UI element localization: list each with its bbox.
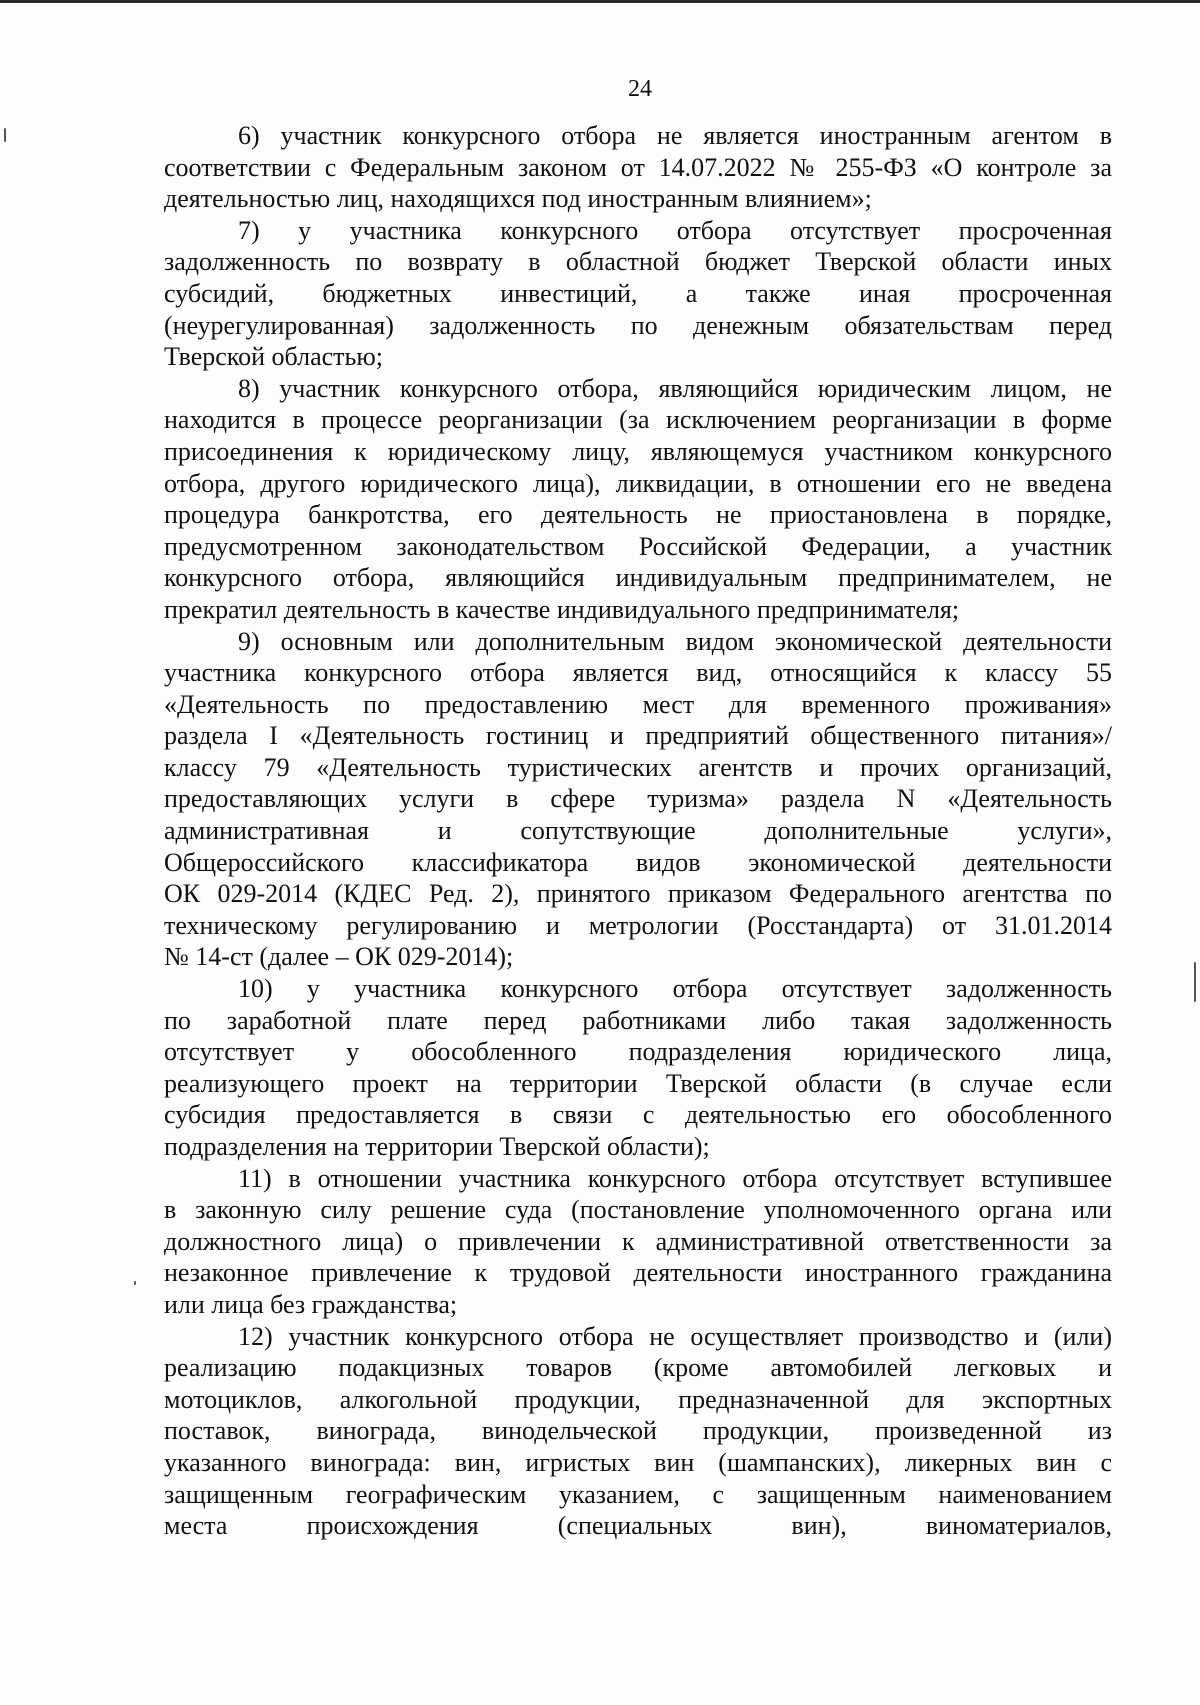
text-line: (неурегулированная) задолженность по денежным обязательствам перед (164, 310, 1112, 340)
text-line: по заработной плате перед работниками либо такая задолженность (164, 1005, 1112, 1035)
top-border-line (0, 0, 1200, 3)
text-line: должностного лица) о привлечении к административной ответственности за (164, 1226, 1112, 1256)
text-line: 11) в отношении участника конкурсного отбора отсутствует вступившее (238, 1163, 1112, 1193)
paragraph-p9 (164, 626, 1112, 974)
text-line: ОК 029-2014 (КДЕС Ред. 2), принятого приказом Федерального агентства по (164, 879, 1112, 909)
text-line: незаконное привлечение к трудовой деятельности иностранного гражданина (164, 1258, 1112, 1288)
text-line: 7) у участника конкурсного отбора отсутствует просроченная (238, 215, 1112, 245)
text-line: предоставляющих услуги в сфере туризма» раздела N «Деятельность (164, 784, 1112, 814)
text-line: субсидия предоставляется в связи с деятельностью его обособленного (164, 1100, 1112, 1130)
paragraph-p10 (164, 973, 1112, 1163)
text-line: 12) участник конкурсного отбора не осуществляет производство и (или) (238, 1321, 1112, 1351)
text-line: места происхождения (специальных вин), виноматериалов, (164, 1511, 1112, 1541)
paragraph-p6 (164, 120, 1112, 215)
paragraph-p7 (164, 215, 1112, 373)
text-line: присоединения к юридическому лицу, являющемуся участником конкурсного (164, 436, 1112, 466)
page-number: 24 (628, 76, 652, 102)
paragraph-p11 (164, 1163, 1112, 1321)
text-line: предусмотренном законодательством Российской Федерации, а участник (164, 531, 1112, 561)
text-line: или лица без гражданства; (164, 1289, 458, 1319)
text-line: 8) участник конкурсного отбора, являющийся юридическим лицом, не (238, 373, 1112, 403)
text-line: процедура банкротства, его деятельность не приостановлена в порядке, (164, 500, 1112, 530)
text-line: Тверской областью; (164, 342, 384, 372)
text-line: в законную силу решение суда (постановление уполномоченного органа или (164, 1195, 1112, 1225)
text-line: 10) у участника конкурсного отбора отсутствует задолженность (238, 974, 1112, 1004)
text-line: административная и сопутствующие дополнительные услуги», (164, 816, 1112, 846)
text-line: находится в процессе реорганизации (за исключением реорганизации в форме (164, 405, 1112, 435)
text-line: 9) основным или дополнительным видом экономической деятельности (238, 626, 1112, 656)
text-line: классу 79 «Деятельность туристических агентств и прочих организаций, (164, 752, 1112, 782)
text-line: техническому регулированию и метрологии (Росстандарта) от 31.01.2014 (164, 910, 1112, 940)
text-line: реализующего проект на территории Тверской области (в случае если (164, 1068, 1112, 1098)
text-line: отсутствует у обособленного подразделения юридического лица, (164, 1037, 1112, 1067)
text-line: раздела I «Деятельность гостиниц и предприятий общественного питания»/ (164, 721, 1112, 751)
scan-mark-right (1194, 962, 1196, 1002)
text-line: мотоциклов, алкогольной продукции, предназначенной для экспортных (164, 1384, 1112, 1414)
text-line: участника конкурсного отбора является вид, относящийся к классу 55 (164, 658, 1112, 688)
text-line: задолженность по возврату в областной бюджет Тверской области иных (164, 247, 1112, 277)
text-line: поставок, винограда, винодельческой продукции, произведенной из (164, 1416, 1112, 1446)
text-line: указанного винограда: вин, игристых вин (шампанских), ликерных вин с (164, 1447, 1112, 1477)
text-line: защищенным географическим указанием, с защищенным наименованием (164, 1479, 1112, 1509)
paragraph-p12 (164, 1321, 1112, 1542)
document-body (164, 120, 1112, 1542)
text-line: № 14-ст (далее – ОК 029-2014); (164, 942, 514, 972)
text-line: Общероссийского классификатора видов экономической деятельности (164, 847, 1112, 877)
text-line: соответствии с Федеральным законом от 14.07.2022 № 255-ФЗ «О контроле за (164, 152, 1112, 182)
text-line: подразделения на территории Тверской области); (164, 1132, 710, 1161)
text-line: отбора, другого юридического лица), ликвидации, в отношении его не введена (164, 468, 1112, 498)
scan-mark-margin (134, 1281, 136, 1285)
text-line: реализацию подакцизных товаров (кроме автомобилей легковых и (164, 1353, 1112, 1383)
text-line: 6) участник конкурсного отбора не является иностранным агентом в (238, 121, 1112, 150)
text-line: «Деятельность по предоставлению мест для временного проживания» (164, 689, 1112, 719)
text-line: прекратил деятельность в качестве индивидуального предпринимателя; (164, 594, 960, 624)
scan-mark-left (4, 128, 6, 142)
text-line: субсидий, бюджетных инвестиций, а также иная просроченная (164, 278, 1112, 308)
text-line: деятельностью лиц, находящихся под иностранным влиянием»; (164, 184, 872, 214)
paragraph-p8 (164, 373, 1112, 626)
text-line: конкурсного отбора, являющийся индивидуальным предпринимателем, не (164, 563, 1112, 593)
